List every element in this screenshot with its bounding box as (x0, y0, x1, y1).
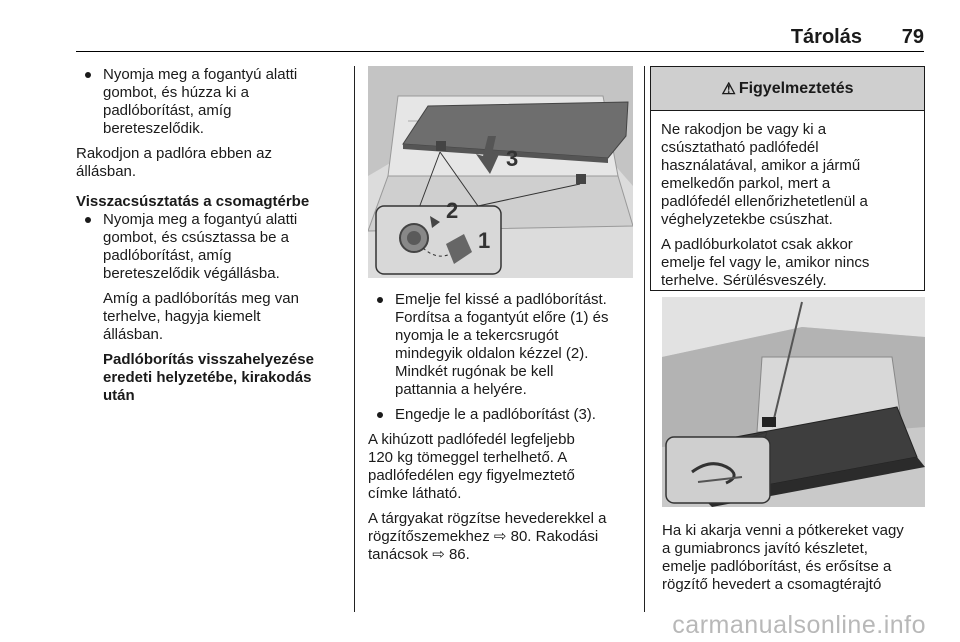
paragraph (76, 145, 348, 181)
column-divider-1 (354, 66, 355, 612)
bullet-item (368, 291, 640, 399)
paragraph (368, 431, 640, 503)
text-line: padlóborítást, amíg (103, 102, 232, 119)
indented-paragraph (76, 290, 348, 344)
section-title: Tárolás (790, 26, 862, 48)
text-line: gombot, és húzza ki a (103, 84, 249, 101)
paragraph (661, 236, 914, 290)
figure-trunk-strap (662, 297, 925, 507)
text-line: terhelve, hagyja kiemelt (103, 308, 261, 325)
text-line: A kihúzott padlófedél legfeljebb (368, 431, 575, 448)
text-line: bereteszelődik végállásba. (103, 265, 280, 282)
text-line: emelkedőn parkol, mert a (661, 175, 831, 192)
text-line: állásban. (103, 326, 164, 343)
text-line: használatával, amikor a jármű (661, 157, 861, 174)
text-line: terhelve. Sérülésveszély. (661, 272, 827, 289)
warning-box (650, 66, 925, 291)
text-line: Amíg a padlóborítás meg van (103, 290, 299, 307)
callout-number-1: 1 (478, 228, 491, 253)
bullet-dot (85, 72, 91, 78)
paragraph (368, 510, 640, 564)
page-number: 79 (901, 26, 924, 48)
column-divider-2 (644, 66, 645, 612)
text-line: mindegyik oldalon kézzel (2). (395, 345, 589, 362)
text-line: Rakodjon a padlóra ebben az (76, 145, 272, 162)
warning-triangle-icon: ⚠ (721, 80, 736, 98)
section-heading: Visszacsúsztatás a csomagtérbe (76, 193, 310, 210)
watermark: carmanualsonline.info (672, 611, 926, 639)
bullet-item (76, 66, 348, 138)
text-line: Nyomja meg a fogantyú alatti (103, 211, 298, 228)
paragraph (662, 522, 927, 594)
text-line: rögzítő hevedert a csomagtérajtó (662, 576, 882, 593)
text-line: Mindkét rugónak be kell (395, 363, 554, 380)
figure-floor-cover (368, 66, 633, 278)
text-line: tanácsok ⇨ 86. (368, 546, 470, 563)
text-line: 120 kg tömeggel terhelhető. A (368, 449, 568, 466)
bullet-item (76, 211, 348, 283)
trunk-strap-illustration (662, 297, 925, 507)
text-line: Nyomja meg a fogantyú alatti (103, 66, 298, 83)
text-line: padlóborítást, amíg (103, 247, 232, 264)
text-line: padlófedél ellenőrizhetetlenül a (661, 193, 868, 210)
text-line: Ha ki akarja venni a pótkereket vagy (662, 522, 904, 539)
text-line: Emelje fel kissé a padlóborítást. (395, 291, 607, 308)
trunk-floor-illustration (368, 66, 633, 278)
text-line: címke látható. (368, 485, 462, 502)
text-line: A tárgyakat rögzítse hevederekkel a (368, 510, 607, 527)
warning-body (651, 111, 924, 290)
text-line: nyomja le a tekercsrugót (395, 327, 559, 344)
text-line: emelje padlóborítást, és erősítse a (662, 558, 892, 575)
warning-header (651, 67, 924, 111)
text-line: véghelyzetekbe csúszhat. (661, 211, 833, 228)
bullet-dot (377, 412, 383, 418)
text-line: pattannia a helyére. (395, 381, 527, 398)
text-line: emelje fel vagy le, amikor nincs (661, 254, 870, 271)
text-line: csúsztatható padlófedél (661, 139, 819, 156)
indented-bold-paragraph (76, 351, 348, 405)
text-line: után (103, 387, 135, 404)
bullet-item (368, 406, 640, 424)
middle-column (368, 291, 640, 571)
text-line: eredeti helyzetébe, kirakodás (103, 369, 312, 386)
left-column (76, 66, 348, 412)
text-line: A padlóburkolatot csak akkor (661, 236, 853, 253)
callout-number-2: 2 (446, 198, 459, 223)
text-line: Padlóborítás visszahelyezése (103, 351, 314, 368)
text-line: Engedje le a padlóborítást (3). (395, 406, 596, 423)
text-line: rögzítőszemekhez ⇨ 80. Rakodási (368, 528, 599, 545)
text-line: bereteszelődik. (103, 120, 204, 137)
text-line: állásban. (76, 163, 137, 180)
callout-number-3: 3 (506, 146, 519, 171)
text-line: Fordítsa a fogantyút előre (1) és (395, 309, 609, 326)
page-header (76, 26, 924, 52)
bullet-dot (377, 297, 383, 303)
text-line: gombot, és csúsztassa be a (103, 229, 289, 246)
warning-title: Figyelmeztetés (738, 79, 854, 97)
right-column (662, 522, 927, 601)
paragraph (661, 121, 914, 229)
text-line: padlófedélen egy figyelmeztető (368, 467, 575, 484)
text-line: a gumiabroncs javító készletet, (662, 540, 868, 557)
bullet-dot (85, 217, 91, 223)
text-line: Ne rakodjon be vagy ki a (661, 121, 827, 138)
